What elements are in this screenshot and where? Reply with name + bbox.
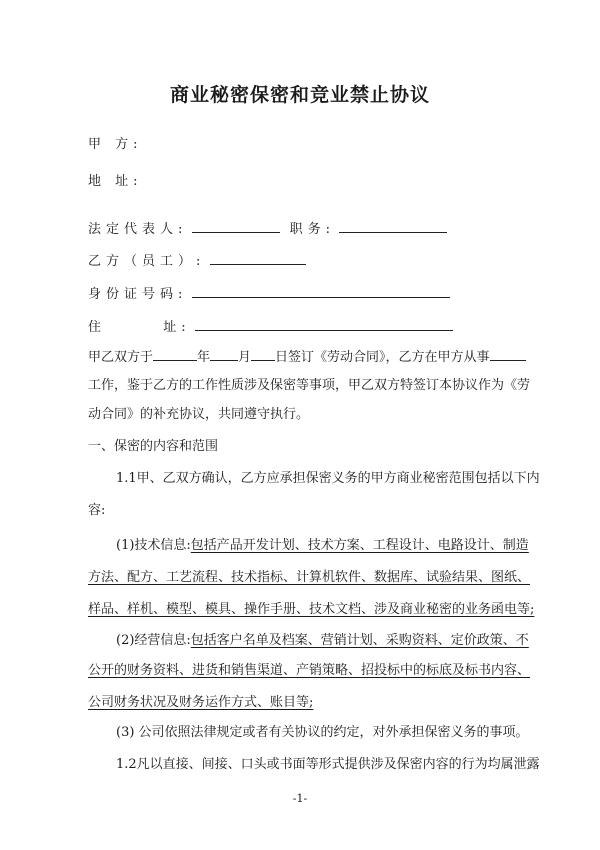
position-label: 职务: — [289, 222, 336, 237]
item-1-line-1 — [116, 536, 529, 556]
id-number-label: 身份证号码: — [88, 287, 188, 302]
item-1-line-2: 方法、配方、工艺流程、技术指标、计算机软件、数据库、试验结果、图纸、 — [88, 570, 531, 585]
day-field[interactable] — [251, 346, 275, 361]
intro-text-c: 月 — [238, 350, 252, 365]
intro-text-d: 日签订《劳动合同》，乙方在甲方从事 — [275, 350, 490, 365]
item-2-line-2: 公开的财务资料、进货和销售渠道、产销策略、招投标中的标底及标书内容、 — [88, 663, 531, 678]
month-field[interactable] — [210, 346, 238, 361]
page-number: -1- — [292, 792, 308, 805]
document-title: 商业秘密保密和竞业禁止协议 — [169, 84, 430, 106]
party-a-label: 甲 方: — [88, 137, 143, 152]
id-number-field[interactable] — [192, 283, 450, 298]
id-number-row — [88, 283, 450, 305]
year-field[interactable] — [153, 346, 197, 361]
residence-row — [88, 316, 453, 338]
party-b-row — [88, 250, 306, 272]
legal-rep-field[interactable] — [192, 218, 280, 233]
residence-field[interactable] — [195, 316, 453, 331]
item-2-line-1 — [116, 631, 529, 651]
intro-line-3: 动合同》的补充协议，共同遵守执行。 — [88, 407, 310, 422]
item-3: (3) 公司依照法律规定或者有关协议的约定，对外承担保密义务的事项。 — [116, 725, 529, 740]
legal-rep-row — [88, 218, 447, 240]
item-2-line-3: 公司财务状况及财务运作方式、账目等; — [88, 695, 314, 710]
intro-line-1 — [88, 346, 526, 368]
intro-line-2: 工作，鉴于乙方的工作性质涉及保密等事项，甲乙双方特签订本协议作为《劳 — [88, 378, 531, 393]
address-label: 地 址: — [88, 174, 143, 189]
item-2-label: (2)经营信息: — [116, 633, 191, 648]
intro-text-a: 甲乙双方于 — [88, 350, 154, 365]
section-1-heading: 一、保密的内容和范围 — [88, 439, 219, 454]
intro-text-b: 年 — [197, 350, 211, 365]
job-field[interactable] — [490, 346, 526, 361]
item-1-line-3: 样品、样机、模型、模具、操作手册、技术文档、涉及商业秘密的业务函电等; — [88, 602, 535, 617]
clause-1-2: 1.2凡以直接、间接、口头或书面等形式提供涉及保密内容的行为均属泄露 — [116, 757, 540, 772]
item-1-text-1: 包括产品开发计划、技术方案、工程设计、电路设计、制造 — [190, 538, 529, 553]
legal-rep-label: 法定代表人: — [88, 222, 188, 237]
item-2-text-1: 包括客户名单及档案、营销计划、采购资料、定价政策、不 — [190, 633, 529, 648]
residence-label-1: 住 — [88, 320, 102, 335]
clause-1-1-line-2: 容: — [88, 503, 106, 518]
item-1-label: (1)技术信息: — [116, 538, 191, 553]
party-b-field[interactable] — [210, 250, 306, 265]
residence-label-2: 址: — [163, 320, 191, 335]
clause-1-1-line-1: 1.1甲、乙双方确认，乙方应承担保密义务的甲方商业秘密范围包括以下内 — [116, 471, 540, 486]
party-b-label: 乙方（员工）: — [88, 254, 206, 269]
position-field[interactable] — [339, 218, 447, 233]
